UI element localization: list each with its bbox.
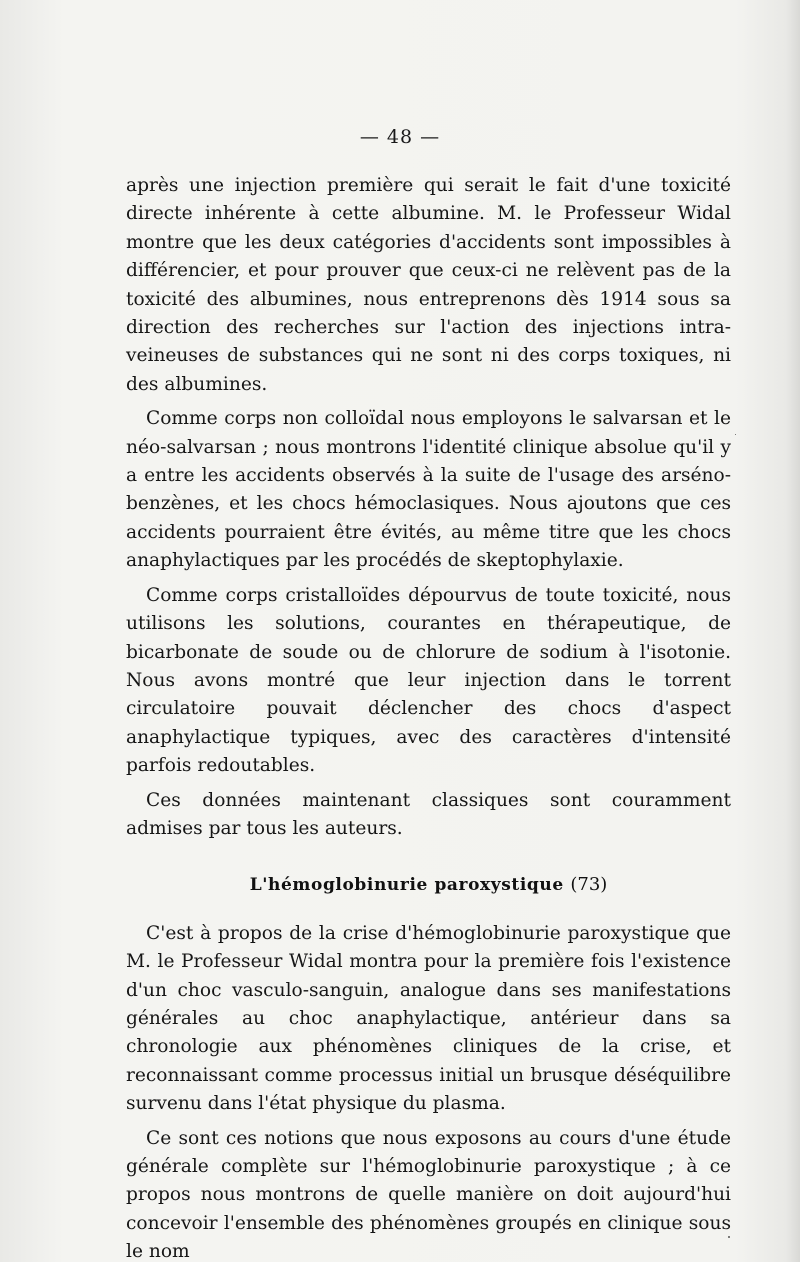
page-edge-shadow xyxy=(786,0,800,1262)
paragraph-6: Ce sont ces notions que nous exposons au cours d'une étude générale complète sur l'hémoglobinurie paroxystique ; à ce propos nous montrons de quelle manière on doit aujourd'hui concevoir l'ensemble des phénomènes groupés en clinique sous le nom xyxy=(126,1127,731,1262)
paragraph-4: Ces données maintenant classiques sont couramment admises par tous les auteurs. xyxy=(126,789,731,839)
section-title: L'hémoglobinurie paroxystique xyxy=(249,875,564,896)
body-text xyxy=(126,172,731,1262)
scan-speck xyxy=(728,1236,730,1238)
section-reference: (73) xyxy=(570,874,608,896)
section-heading xyxy=(126,871,731,899)
paragraph-1: après une injection première qui serait le fait d'une toxicité directe inhérente à cette albumine. M. le Professeur Widal montre que les deux catégories d'accidents sont impossibles à différencier, et pour prouver que ceux-ci ne relèvent pas de la toxicité des albumines, nous entreprenons dès 1914 sous sa direction des recherches sur l'action des injections intra-veineuses de substances qui ne sont ni des corps toxiques, ni des albumines. xyxy=(126,175,731,395)
paragraph-2: Comme corps non colloïdal nous employons le salvarsan et le néo-salvarsan ; nous montrons l'identité clinique absolue qu'il y a entre les accidents observés à la suite de l'usage des arséno-benzènes, et les chocs hémoclasiques. Nous ajoutons que ces accidents pourraient être évités, au même titre que les chocs anaphylactiques par les procédés de skeptophylaxie. xyxy=(126,408,731,572)
paragraph-5: C'est à propos de la crise d'hémoglobinurie paroxystique que M. le Professeur Widal montra pour la première fois l'existence d'un choc vasculo-sanguin, analogue dans ses manifestations générales au choc anaphylactique, antérieur dans sa chronologie aux phénomènes cliniques de la crise, et reconnaissant comme processus initial un brusque déséquilibre survenu dans l'état physique du plasma. xyxy=(126,922,731,1115)
page-number: — 48 — xyxy=(359,126,441,148)
paragraph-3: Comme corps cristalloïdes dépourvus de toute toxicité, nous utilisons les solutions, courantes en thérapeutique, de bicarbonate de soude ou de chlorure de sodium à l'isotonie. Nous avons montré que leur injection dans le torrent circulatoire pouvait déclencher des chocs d'aspect anaphylactique typiques, avec des caractères d'intensité parfois redoutables. xyxy=(126,584,731,777)
scan-speck xyxy=(735,434,736,435)
